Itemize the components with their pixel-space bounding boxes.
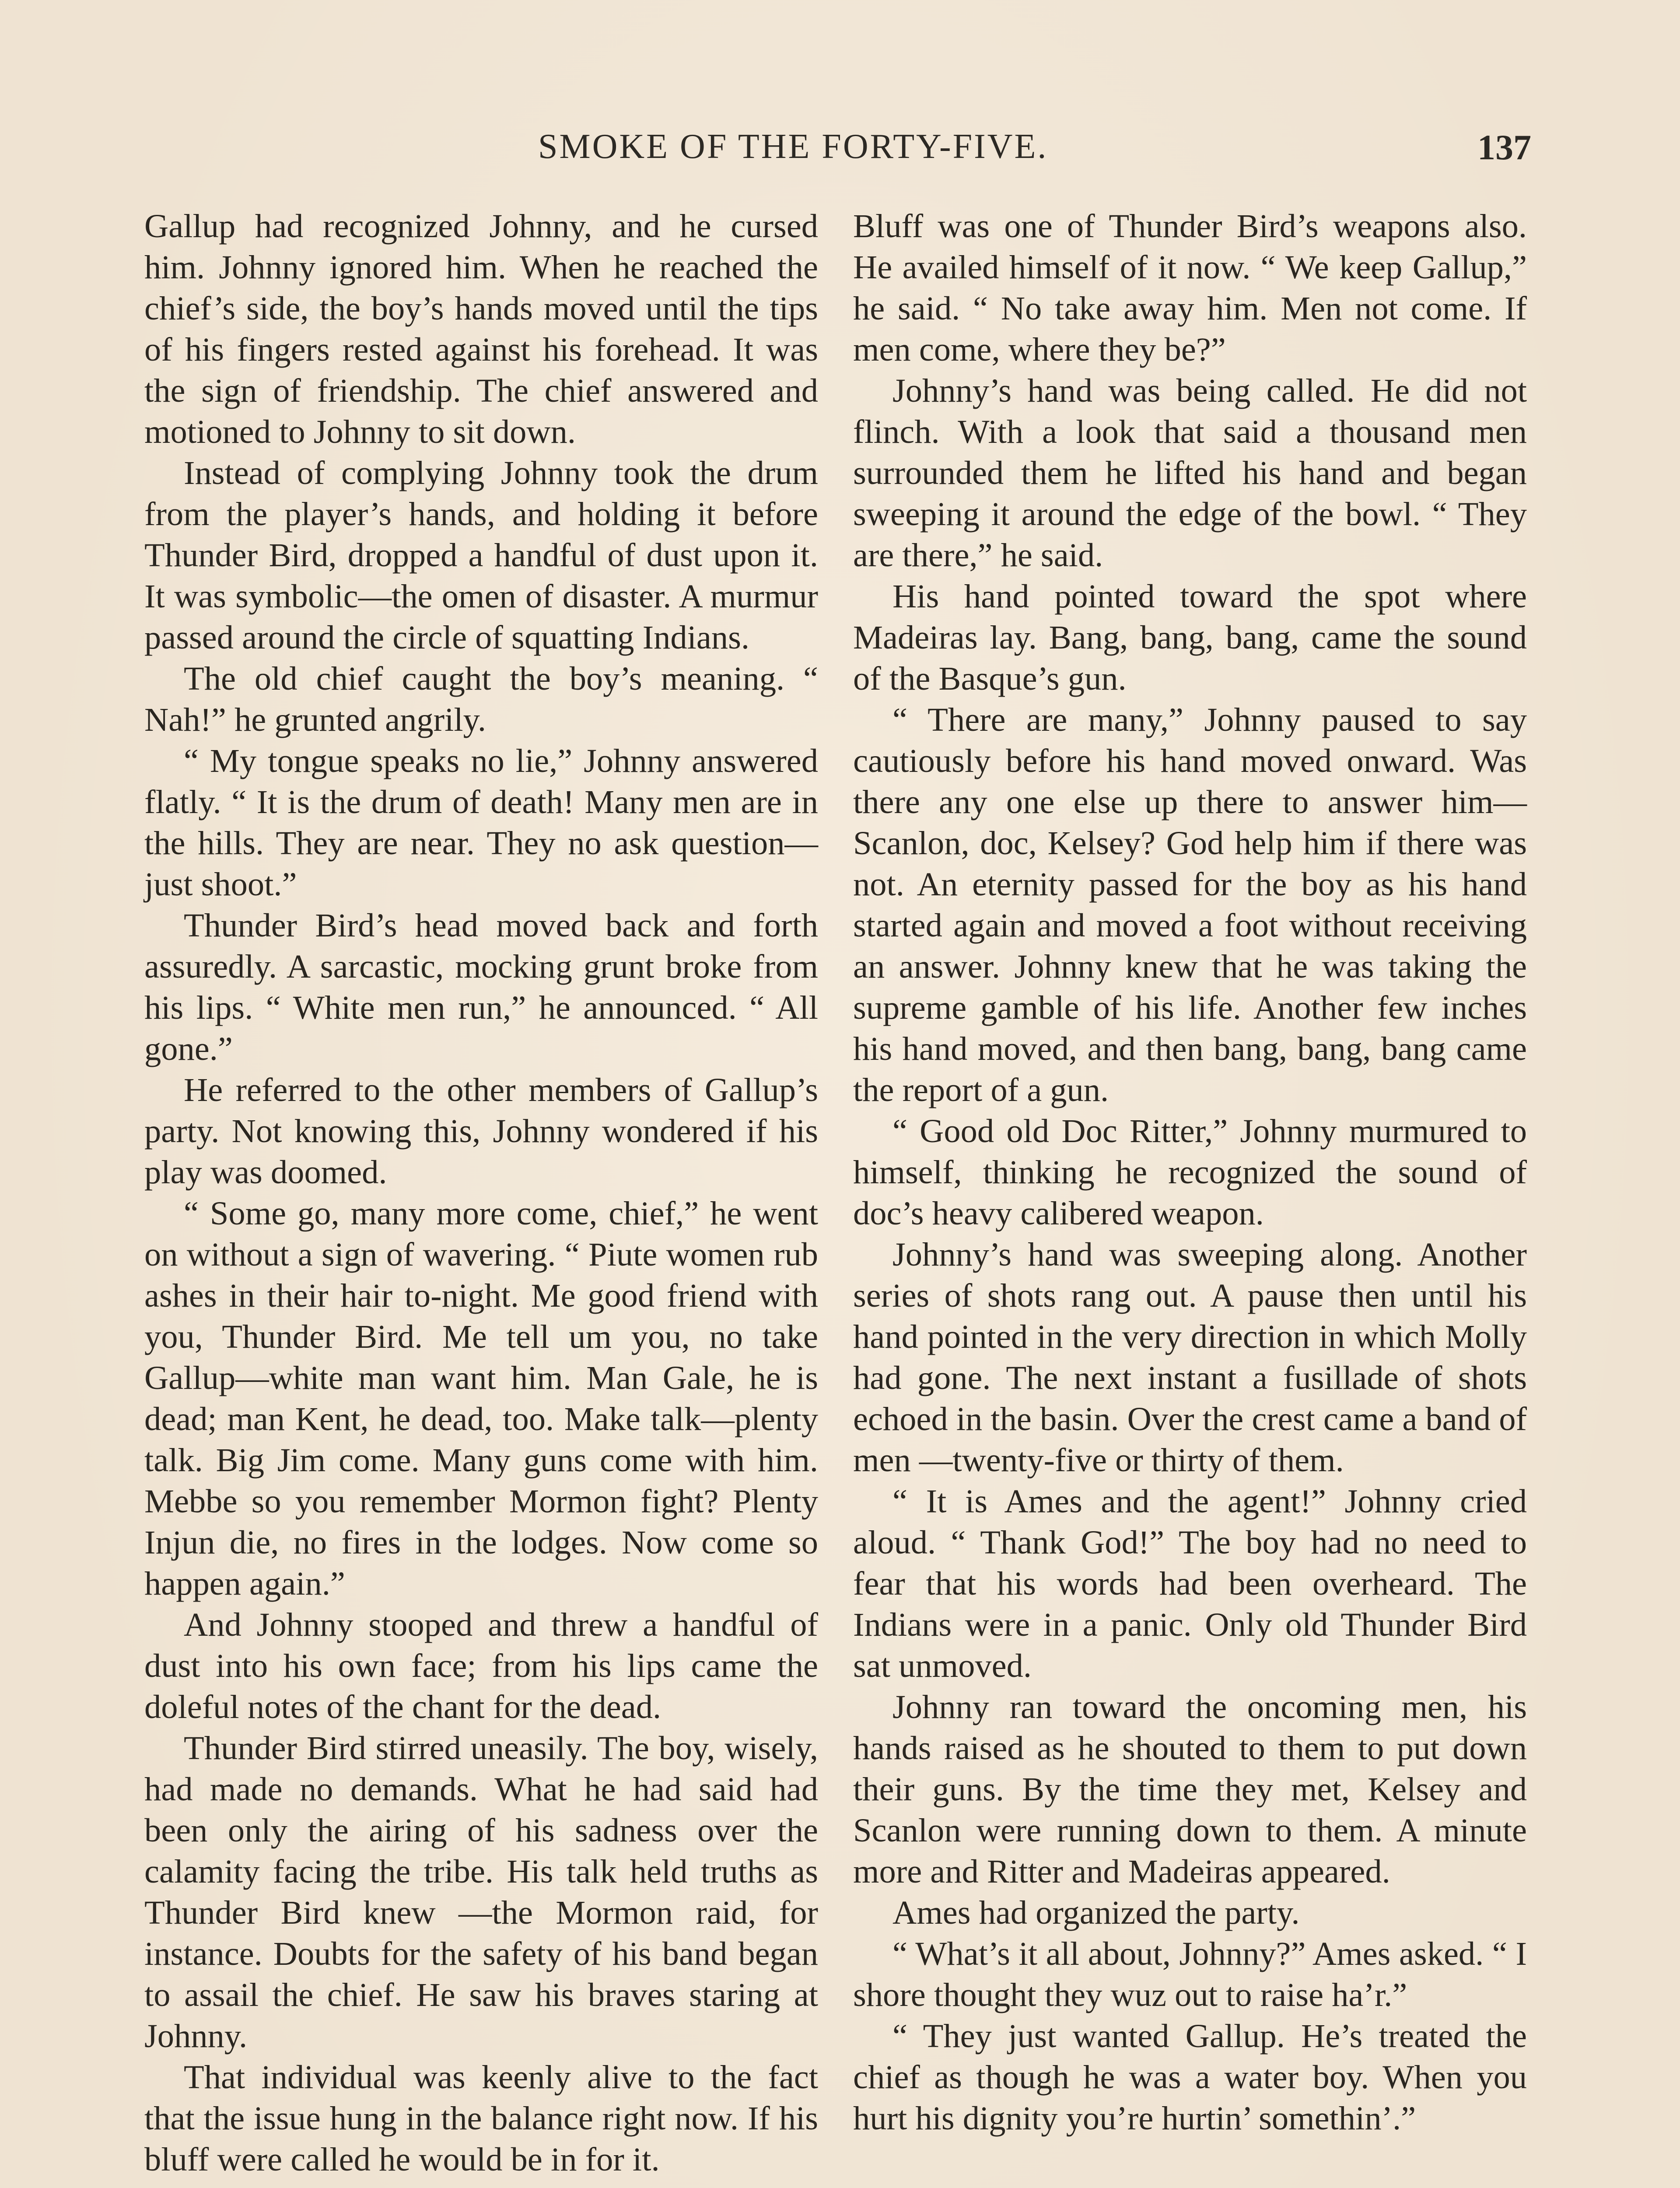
paragraph: “ There are many,” Johnny paused to say cautiously before his hand moved onward. Was there any one else up there to answer him—Scanlon, doc, Kelsey? God help him if there was not. An eternity passed for the boy as his hand started again and moved a foot without receiving an answer. Johnny knew that he was taking the supreme gamble of his life. Another few inches his hand moved, and then bang, bang, bang came the report of a gun. [853,701,1527,1108]
paragraph: “ What’s it all about, Johnny?” Ames asked. “ I shore thought they wuz out to raise ha’r.” [853,1935,1527,2013]
paragraph: Thunder Bird stirred uneasily. The boy, wisely, had made no demands. What he had said had been only the airing of his sadness over the calamity facing the tribe. His talk held truths as Thunder Bird knew —the Mormon raid, for instance. Doubts for the safety of his band began to assail the chief. He saw his braves staring at Johnny. [144,1729,818,2055]
paragraph: Instead of complying Johnny took the drum from the player’s hands, and holding it before Thunder Bird, dropped a handful of dust upon it. It was symbolic—the omen of disaster. A murmur passed around the circle of squatting Indians. [144,454,818,656]
paragraph: “ It is Ames and the agent!” Johnny cried aloud. “ Thank God!” The boy had no need to fear that his words had been overheard. The Indians were in a panic. Only old Thunder Bird sat unmoved. [853,1483,1527,1684]
paragraph: Gallup had recognized Johnny, and he cursed him. Johnny ignored him. When he reached the chief’s side, the boy’s hands moved until the tips of his fingers rested against his forehead. It was the sign of friendship. The chief answered and motioned to Johnny to sit down. [144,207,818,450]
right-column [853,206,1527,2139]
paragraph: And Johnny stooped and threw a handful of dust into his own face; from his lips came the doleful notes of the chant for the dead. [144,1606,818,1725]
paragraph: “ Good old Doc Ritter,” Johnny murmured to himself, thinking he recognized the sound of doc’s heavy calibered weapon. [853,1112,1527,1232]
page-number: 137 [1477,127,1531,167]
paragraph: Johnny’s hand was being called. He did not flinch. With a look that said a thousand men surrounded them he lifted his hand and began sweeping it around the edge of the bowl. “ They are there,” he said. [853,372,1527,574]
paragraph: Johnny ran toward the oncoming men, his hands raised as he shouted to them to put down their guns. By the time they met, Kelsey and Scanlon were running down to them. A minute more and Ritter and Madeiras appeared. [853,1688,1527,1890]
paragraph: Johnny’s hand was sweeping along. Another series of shots rang out. A pause then until his hand pointed in the very direction in which Molly had gone. The next instant a fusillade of shots echoed in the basin. Over the crest came a band of men —twenty-five or thirty of them. [853,1236,1527,1479]
left-column [144,206,818,2180]
paragraph: “ My tongue speaks no lie,” Johnny answered flatly. “ It is the drum of death! Many men are in the hills. They are near. They no ask question—just shoot.” [144,742,818,903]
paragraph: That individual was keenly alive to the fact that the issue hung in the balance right now. If his bluff were called he would be in for it. [144,2058,818,2178]
paragraph: Thunder Bird’s head moved back and forth assuredly. A sarcastic, mocking grunt broke from his lips. “ White men run,” he announced. “ All gone.” [144,907,818,1067]
paragraph: The old chief caught the boy’s meaning. “ Nah!” he grunted angrily. [144,660,818,738]
running-title: SMOKE OF THE FORTY-FIVE. [538,127,1048,166]
paragraph: “ They just wanted Gallup. He’s treated the chief as though he was a water boy. When you hurt his dignity you’re hurtin’ somethin’.” [853,2017,1527,2137]
paragraph: “ Some go, many more come, chief,” he went on without a sign of wavering. “ Piute women rub ashes in their hair to-night. Me good friend with you, Thunder Bird. Me tell um you, no take Gallup—white man want him. Man Gale, he is dead; man Kent, he dead, too. Make talk—plenty talk. Big Jim come. Many guns come with him. Mebbe so you remember Mormon fight? Plenty Injun die, no fires in the lodges. Now come so happen again.” [144,1195,818,1602]
paragraph: His hand pointed toward the spot where Madeiras lay. Bang, bang, bang, came the sound of the Basque’s gun. [853,578,1527,697]
paragraph: He referred to the other members of Gallup’s party. Not knowing this, Johnny wondered if his play was doomed. [144,1071,818,1191]
paragraph: Bluff was one of Thunder Bird’s weapons also. He availed himself of it now. “ We keep Gallup,” he said. “ No take away him. Men not come. If men come, where they be?” [853,207,1527,368]
running-head [144,127,1531,179]
paragraph: Ames had organized the party. [892,1894,1300,1931]
